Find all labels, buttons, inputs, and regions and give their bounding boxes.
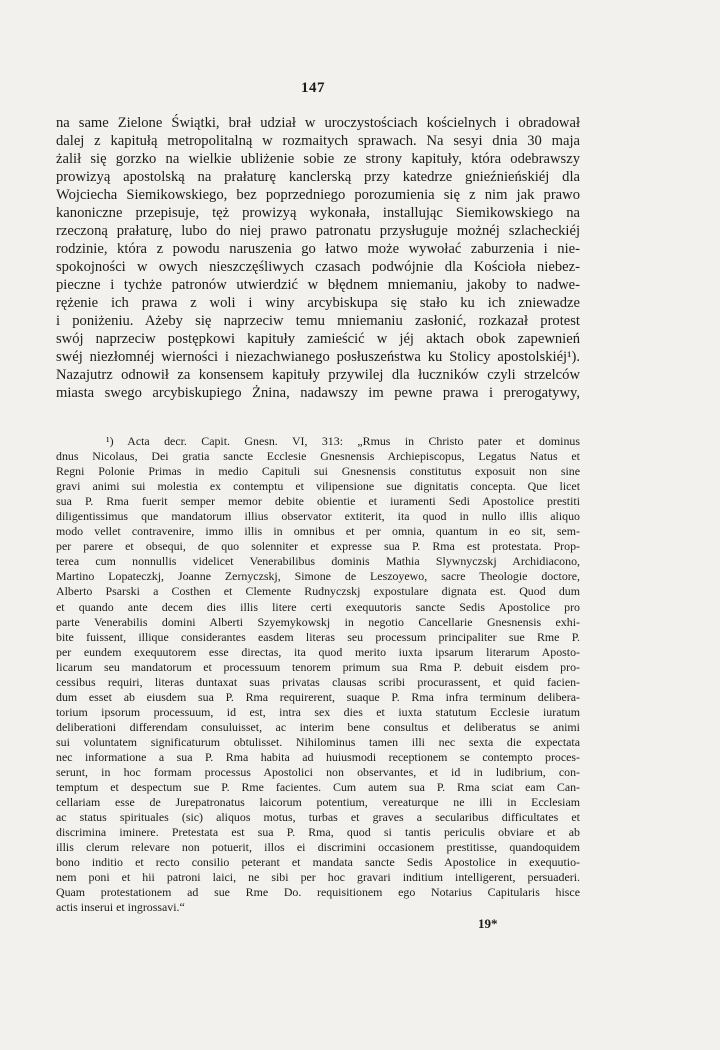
text-line: rzeczoną prałaturę, lubo do niej prawo patronatu przysługuje możnéj szlacheckiéj [56, 223, 580, 239]
footnote-line: discrimina iminere. Pretestata est sua P. Rma, quod si tantis periculis obviare et ab [56, 825, 580, 840]
text-line: na same Zielone Świątki, brał udział w uroczystościach kościelnych i obradował [56, 115, 580, 131]
footnote-line: actis inserui et ingrossavi.“ [56, 900, 185, 915]
footnote-line: sua P. Rma fuerit semper memor debite obientie et iuramenti Sedi Apostolice prestiti [56, 494, 580, 509]
text-line: żalił się gorzko na wielkie ubliżenie sobie ze strony kapituły, która odebrawszy [56, 151, 580, 167]
footnote-line: ac status spirituales (sic) aliquos motus, turbas et graves a secularibus difficultates et [56, 810, 580, 825]
footnote-line: dum esset ab eiusdem sua P. Rma requirerent, suaque P. Rma infra terminum delibera- [56, 689, 580, 704]
footnote-line: per eundem exequutorem esse directas, ita quod merito iuxta ipsarum literarum Aposto- [56, 644, 580, 659]
footnote-line: per parere et obsequi, de quo solenniter et expresse sua P. Rma est protestata. Prop- [56, 539, 580, 554]
footnote-line: torium ipsorum processuum, id est, intra sex dies et iuxta statutum Ecclesie iuratum [56, 704, 580, 719]
footnote-line: diligentissimus que mandatorum illius observator extiterit, ita quod in nullo illis aliquo [56, 509, 580, 524]
text-line: miasta swego arcybiskupiego Żnina, nadawszy im pewne prawa i prerogatywy, [56, 385, 580, 401]
footnote-line: illis clerum relevare non potuerit, illos ei discrimini occasionem prestitisse, quandoquidem [56, 840, 580, 855]
text-line: swéj niezłomnéj wierności i niezachwianego posłuszeństwa ku Stolicy apostolskiéj¹). [56, 349, 580, 365]
footnote-line: Martino Lopateczkj, Joanne Zernyczskj, Simone de Leszoyewo, sacre Theologie doctore, [56, 569, 580, 584]
footnote-line: ¹) Acta decr. Capit. Gnesn. VI, 313: „Rmus in Christo pater et dominus [106, 434, 580, 448]
footnote-line: modo vellet contravenire, immo illis in omnibus et per omnia, quantum in eo sit, sem- [56, 524, 580, 539]
footnote-line: parte Venerabilis domini Alberti Szyemykowskj in negotio Cancellarie Gnesnensis exhi- [56, 614, 580, 629]
footnote-line: gravi animi sui molestia ex contemptu et vilipensione sue dignitatis concepta. Que licet [56, 479, 580, 494]
footnote-line: Alberto Psarski a Costhen et Clemente Rudnyczskj expostulare dignata est. Quod dum [56, 584, 580, 599]
signature-mark: 19* [478, 916, 498, 931]
footnote-line: et quando ante decem dies illis litere certi exequutoris sancte Sedis Apostolice pro [56, 599, 580, 614]
footnote-line: licarum seu mandatorum et processuum tenorem primum sua Rma P. debuit eisdem pro- [56, 659, 580, 674]
footnote-line: Regni Polonie Primas in medio Capituli sui Gnesnensis constitutus exposuit non sine [56, 464, 580, 479]
text-line: swój naprzeciw postępkowi kapituły zamieścić w jéj aktach obok zapewnień [56, 331, 580, 347]
main-text [56, 114, 580, 402]
page-number: 147 [301, 80, 325, 96]
footnote-line: nec informatione a sua P. Rma habita ad huiusmodi receptionem se contempto proces- [56, 749, 580, 764]
footnote-line: dnus Nicolaus, Dei gratia sancte Ecclesie Gnesnensis Archiepiscopus, Legatus Natus et [56, 449, 580, 464]
footnote-line: bite fuissent, illique considerantes easdem literas seu processum principaliter sue Rme P. [56, 629, 580, 644]
text-line: kanoniczne przepisuje, tęż prowizyą wykonała, installując Siemikowskiego na [56, 205, 580, 221]
footnote-line: sui voluntatem significaturum obtulisset. Nihilominus tamen illi nec sexta die expectata [56, 734, 580, 749]
text-line: Nazajutrz odnowił za konsensem kapituły przywilej dla łuczników czyli strzelców [56, 367, 580, 383]
footnote-line: temptum et despectum sue P. Rme facientes. Cum autem sua P. Rma sciat eam Can- [56, 780, 580, 795]
footnote-line: terea cum nonnullis videlicet Venerabilibus dominis Mathia Slywnyczskj Archidiacono, [56, 554, 580, 569]
footnote-line: bono inditio et recto consilio peterant et mandata sancte Sedis Apostolice in exequutio- [56, 855, 580, 870]
text-line: prowizyą apostolską na prałaturę kanclerską przy katedrze gnieźnieńskiéj dla [56, 169, 580, 185]
text-line: dalej z kapitułą metropolitalną w rozmaitych sprawach. Na sesyi dnia 30 maja [56, 133, 580, 149]
text-line: Wojciecha Siemikowskiego, bez poprzedniego porozumienia się z nim jak prawo [56, 187, 580, 203]
footnote-line: serunt, in hoc formam processus Apostolici non observantes, et id in ludibrium, con- [56, 765, 580, 780]
text-line: spokojności w owych nieszczęśliwych czasach podwójnie dla Kościoła niebez- [56, 259, 580, 275]
footnote-line: cellariam esse de Jurepatronatus laicorum potentium, vereaturque ne illi in Ecclesiam [56, 795, 580, 810]
footnote-line: nem poni et hii patroni laici, ne sibi per hoc gravari inditium intelligerent, persuaderi. [56, 870, 580, 885]
footnote-line: deliberationi differendam consuluisset, ac interim bene consultus et deliberatus se animi [56, 719, 580, 734]
footnote [56, 434, 580, 916]
footnote-line: cessibus requiri, literas duntaxat suas privatas clausas scribi procurassent, et quid facien- [56, 674, 580, 689]
text-line: rodzinie, która z powodu naruszenia go łatwo może wywołać zaburzenia i nie- [56, 241, 580, 257]
text-line: rężenie ich prawa z woli i winy arcybiskupa się stało ku ich zniewadze [56, 295, 580, 311]
text-line: i poniżeniu. Ażeby się naprzeciw temu mniemaniu zasłonić, rozkazał protest [56, 313, 580, 329]
text-line: pieczne i tychże patronów utwierdzić w błędnem mniemaniu, jakoby to nadwe- [56, 277, 580, 293]
footnote-line: Quam protestationem ad sue Rme Do. requisitionem ego Notarius Capitularis hisce [56, 885, 580, 900]
